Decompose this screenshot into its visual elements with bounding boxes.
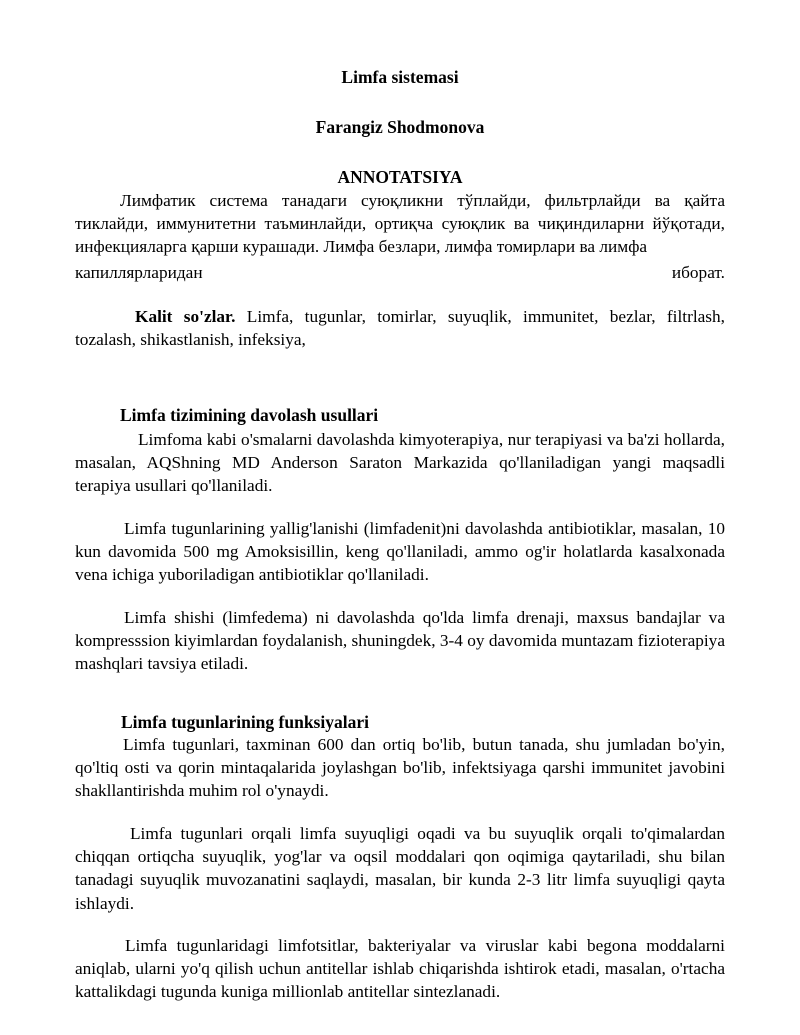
section2-heading: Limfa tugunlarining funksiyalari <box>121 712 369 732</box>
annotation-last-line-left: капиллярларидан <box>75 263 203 282</box>
section1-paragraph-2: Limfa tugunlarining yallig'lanishi (limfadenit)ni davolashda antibiotiklar, masalan, 10 kun davomida 500 mg Amoksisillin, keng qo'llaniladi, ammo og'ir holatlarda kasalxonada vena ichiga yuboriladigan antibiotiklar qo'llaniladi. <box>75 519 725 585</box>
document-title: Limfa sistemasi <box>341 67 459 87</box>
section2-paragraph-2: Limfa tugunlari orqali limfa suyuqligi oqadi va bu suyuqlik orqali to'qimalardan chiqqan ortiqcha suyuqlik, yog'lar va oqsil moddalari qon oqimiga qaytariladi, shu bilan tanadagi suyuqlik muvozanatini saqlaydi, masalan, bir kunda 2-3 litr limfa suyuqligi qayta ishlaydi. <box>75 824 725 913</box>
section2-paragraph-3: Limfa tugunlaridagi limfotsitlar, bakteriyalar va viruslar kabi begona moddalarni aniqlab, ularni yo'q qilish uchun antitellar ishlab chiqarishda ishtirok etadi, masalan, o'rtacha kattalikdagi tugunda kuniga millionlab antitellar sintezlanadi. <box>75 936 725 1002</box>
annotation-text: Лимфатик система танадаги суюқликни тўплайди, фильтрлайди ва қайта тиклайди, иммунитетни таъминлайди, ортиқча суюқлик ва чиқиндиларни йўқотади, инфекцияларга қарши курашади. Лимфа безлари, лимфа томирлари ва лимфа <box>75 191 725 257</box>
document-author: Farangiz Shodmonova <box>315 117 485 137</box>
keywords-paragraph <box>75 305 725 351</box>
keywords-text: Limfa, tugunlar, tomirlar, suyuqlik, immunitet, bezlar, filtrlash, tozalash, shikastlanish, infeksiya, <box>75 307 725 350</box>
section2-paragraph-1: Limfa tugunlari, taxminan 600 dan ortiq bo'lib, butun tanada, shu jumladan bo'yin, qo'ltiq osti va qorin mintaqalarida joylashgan bo'lib, infektsiyaga qarshi immunitet javobini shakllantirishda muhim rol o'ynaydi. <box>75 735 725 801</box>
section1-heading: Limfa tizimining davolash usullari <box>120 405 379 425</box>
annotation-last-line-right: иборат. <box>671 263 725 282</box>
section1-paragraph-1: Limfoma kabi o'smalarni davolashda kimyoterapiya, nur terapiyasi va ba'zi hollarda, masalan, AQShning MD Anderson Saraton Markazida qo'llaniladigan yangi maqsadli terapiya usullari qo'llaniladi. <box>75 430 725 496</box>
section1-paragraph-3: Limfa shishi (limfedema) ni davolashda qo'lda limfa drenaji, maxsus bandajlar va kompresssion kiyimlardan foydalanish, shuningdek, 3-4 oy davomida muntazam fizioterapiya mashqlari tavsiya etiladi. <box>75 608 725 674</box>
annotation-heading: ANNOTATSIYA <box>337 167 463 187</box>
keywords-label: Kalit so'zlar. <box>135 307 236 326</box>
annotation-last-line <box>75 261 725 284</box>
